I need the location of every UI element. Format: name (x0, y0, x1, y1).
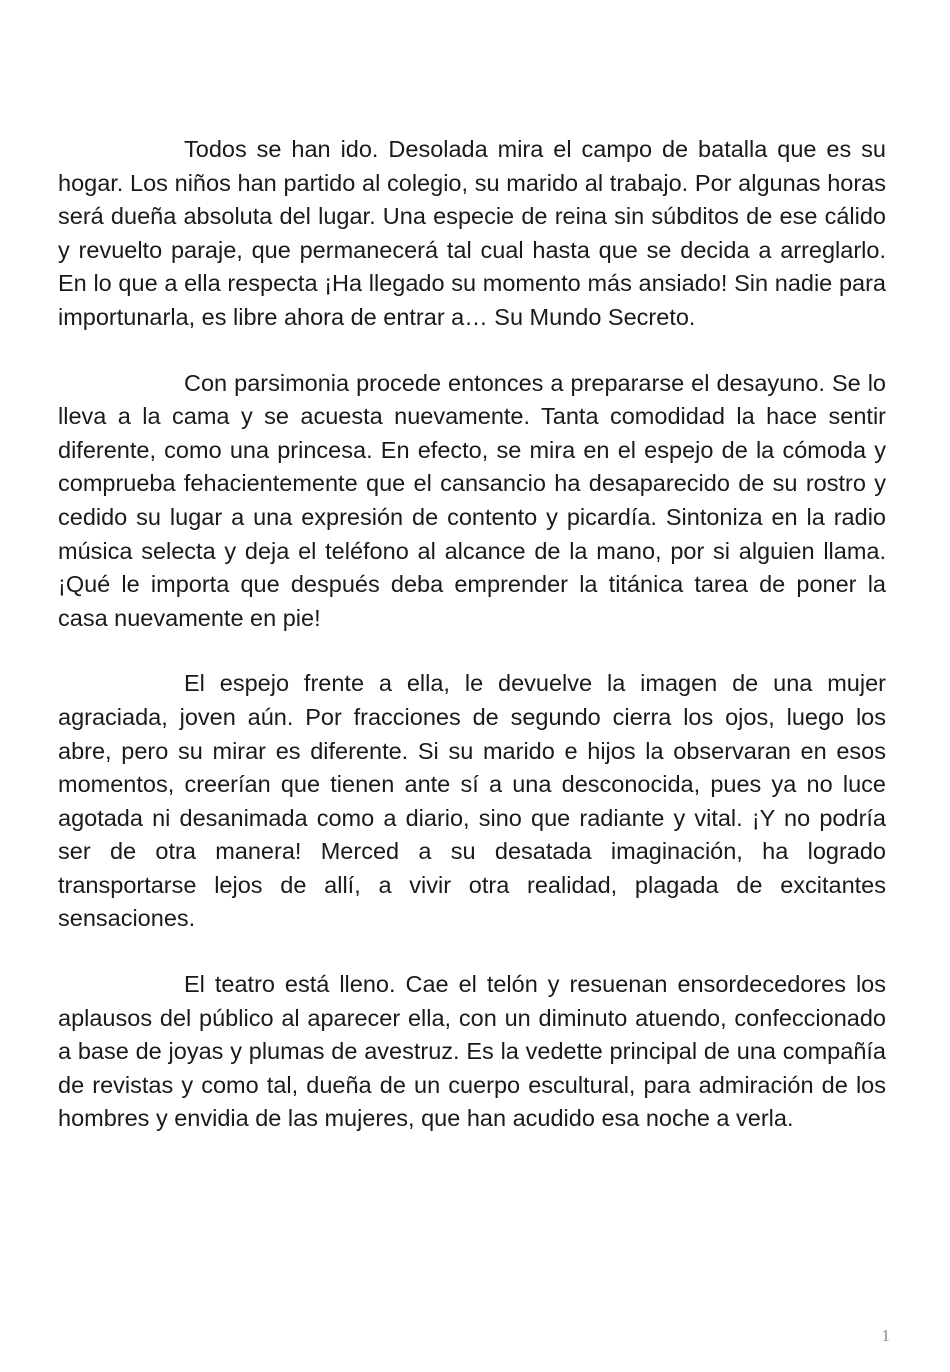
page-number: 1 (881, 1326, 890, 1345)
paragraph-4: El teatro está lleno. Cae el telón y resuenan ensordecedores los aplausos del público al aparecer ella, con un diminuto atuendo, confeccionado a base de joyas y plumas de avestruz. Es la vedette principal de una compañía de revistas y como tal, dueña de un cuerpo escultural, para admiración de los hombres y envidia de las mujeres, que han acudido esa noche a verla. (58, 971, 886, 1132)
document-body (58, 133, 886, 1168)
paragraph-3: El espejo frente a ella, le devuelve la imagen de una mujer agraciada, joven aún. Por fracciones de segundo cierra los ojos, luego los abre, pero su mirar es diferente. Si su marido e hijos la observaran en esos momentos, creerían que tienen ante sí a una desconocida, pues ya no luce agotada ni desanimada como a diario, sino que radiante y vital. ¡Y no podría ser de otra manera! Merced a su desatada imaginación, ha logrado transportarse lejos de allí, a vivir otra realidad, plagada de excitantes sensaciones. (58, 670, 886, 932)
paragraph-2: Con parsimonia procede entonces a prepararse el desayuno. Se lo lleva a la cama y se acuesta nuevamente. Tanta comodidad la hace sentir diferente, como una princesa. En efecto, se mira en el espejo de la cómoda y comprueba fehacientemente que el cansancio ha desaparecido de su rostro y cedido su lugar a una expresión de contento y picardía. Sintoniza en la radio música selecta y deja el teléfono al alcance de la mano, por si alguien llama. ¡Qué le importa que después deba emprender la titánica tarea de poner la casa nuevamente en pie! (58, 369, 886, 631)
paragraph-1: Todos se han ido. Desolada mira el campo de batalla que es su hogar. Los niños han partido al colegio, su marido al trabajo. Por algunas horas será dueña absoluta del lugar. Una especie de reina sin súbditos de ese cálido y revuelto paraje, que permanecerá tal cual hasta que se decida a arreglarlo. En lo que a ella respecta ¡Ha llegado su momento más ansiado! Sin nadie para importunarla, es libre ahora de entrar a… Su Mundo Secreto. (58, 136, 886, 330)
